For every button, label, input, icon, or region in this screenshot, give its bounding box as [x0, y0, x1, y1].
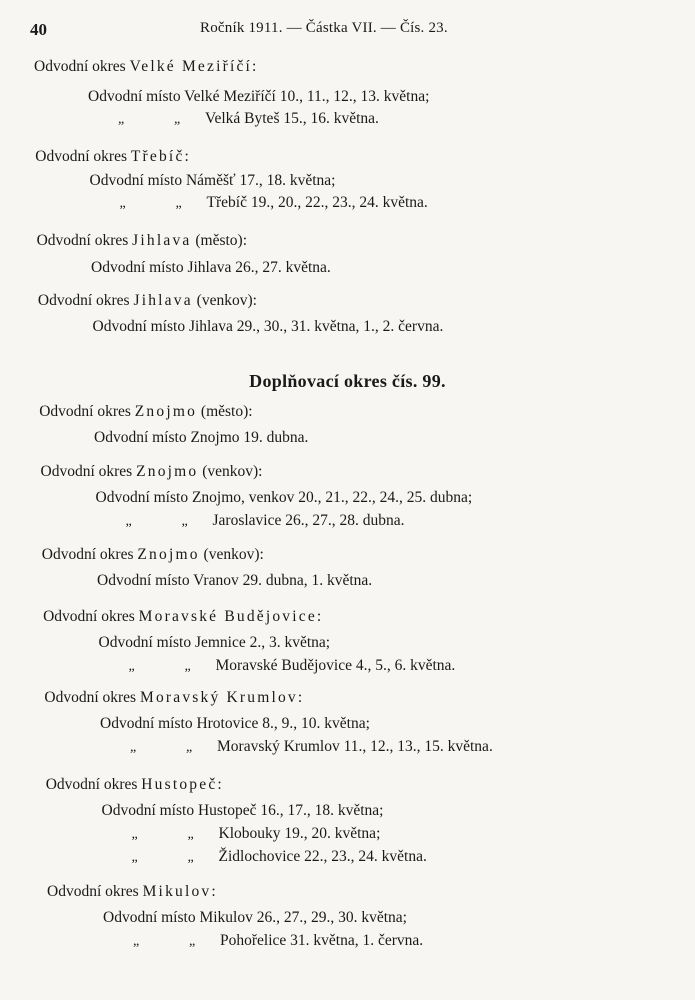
district-label: Odvodní okres	[44, 689, 140, 706]
place-label: Odvodní místo	[91, 259, 188, 276]
ditto-mark: „	[133, 934, 140, 949]
running-title: Ročník 1911. — Částka VII. — Čís. 23.	[200, 20, 448, 36]
district-name: Znojmo	[137, 546, 200, 563]
place-row	[205, 110, 379, 128]
page-header	[30, 18, 670, 42]
place-row	[217, 738, 493, 756]
place-dates: Jemnice 2., 3. května;	[194, 634, 331, 651]
place-dates: Mikulov 26., 27., 29., 30. května;	[199, 909, 407, 926]
place-dates: Pohořelice 31. května, 1. června.	[220, 932, 424, 949]
district-heading	[44, 689, 302, 707]
district-heading	[35, 148, 189, 166]
district-suffix: (venkov):	[199, 546, 264, 563]
district-name: Moravské Budějovice	[138, 608, 317, 625]
place-row	[100, 715, 370, 733]
district-label: Odvodní okres	[34, 58, 130, 75]
place-row	[91, 259, 331, 277]
ditto-mark: „	[125, 514, 132, 529]
district-name: Znojmo	[136, 463, 199, 480]
ditto-mark: „	[187, 827, 194, 842]
ditto-mark: „	[181, 514, 188, 529]
district-name: Jihlava	[133, 292, 193, 309]
place-dates: Klobouky 19., 20. května;	[218, 825, 381, 842]
place-label: Odvodní místo	[92, 318, 189, 335]
district-heading	[34, 58, 256, 76]
district-label: Odvodní okres	[43, 608, 139, 625]
place-label: Odvodní místo	[97, 572, 194, 589]
place-row	[219, 825, 381, 843]
district-heading	[41, 463, 263, 481]
district-suffix: (venkov):	[192, 292, 257, 309]
district-label: Odvodní okres	[45, 776, 142, 793]
ditto-mark: „	[175, 196, 182, 211]
district-suffix: :	[316, 608, 322, 625]
district-suffix: (město):	[191, 232, 248, 249]
place-dates: Znojmo, venkov 20., 21., 22., 24., 25. dubna;	[191, 489, 473, 506]
place-label: Odvodní místo	[101, 802, 198, 819]
place-row	[219, 848, 427, 866]
district-heading	[42, 546, 264, 564]
place-row	[207, 194, 428, 212]
district-name: Jihlava	[132, 232, 192, 249]
place-label: Odvodní místo	[94, 429, 191, 446]
place-row	[94, 429, 308, 447]
place-dates: Velká Byteš 15., 16. května.	[205, 110, 379, 127]
district-suffix: :	[217, 776, 222, 793]
district-suffix: :	[184, 148, 189, 165]
ditto-mark: „	[186, 740, 193, 755]
place-dates: Třebíč 19., 20., 22., 23., 24. května.	[206, 194, 428, 211]
district-name: Moravský Krumlov	[139, 689, 298, 706]
district-name: Znojmo	[134, 403, 198, 420]
district-heading	[43, 608, 321, 626]
district-heading	[37, 232, 247, 250]
place-row	[213, 512, 405, 530]
ditto-mark: „	[131, 850, 138, 865]
ditto-mark: „	[130, 740, 137, 755]
district-label: Odvodní okres	[39, 403, 135, 420]
district-label: Odvodní okres	[41, 546, 138, 563]
ditto-mark: „	[118, 112, 125, 127]
district-label: Odvodní okres	[47, 883, 143, 900]
district-name: Hustopeč	[141, 776, 218, 793]
place-row	[97, 572, 372, 590]
ditto-mark: „	[189, 934, 196, 949]
place-dates: Velké Meziříčí 10., 11., 12., 13. května;	[184, 88, 430, 105]
district-label: Odvodní okres	[37, 292, 134, 309]
ditto-mark: „	[128, 659, 135, 674]
district-suffix: :	[252, 58, 257, 75]
district-name: Třebíč	[130, 148, 185, 165]
place-dates: Hrotovice 8., 9., 10. května;	[196, 715, 370, 732]
place-label: Odvodní místo	[89, 172, 186, 189]
ditto-mark: „	[131, 827, 138, 842]
place-dates: Jihlava 26., 27. května.	[187, 259, 331, 276]
district-name: Mikulov	[142, 883, 212, 900]
district-label: Odvodní okres	[35, 148, 131, 165]
place-row	[220, 932, 423, 950]
district-heading	[46, 776, 222, 794]
place-row	[103, 909, 407, 927]
place-dates: Náměšť 17., 18. května;	[185, 172, 336, 189]
place-label: Odvodní místo	[98, 634, 195, 651]
place-dates: Moravský Krumlov 11., 12., 13., 15. května.	[217, 738, 493, 755]
district-heading	[38, 292, 257, 310]
place-label: Odvodní místo	[88, 88, 185, 105]
district-suffix: (město):	[197, 403, 253, 420]
district-label: Odvodní okres	[40, 463, 137, 480]
place-row	[99, 634, 331, 652]
ditto-mark: „	[119, 196, 126, 211]
place-row	[90, 172, 336, 190]
ditto-mark: „	[184, 659, 191, 674]
section-title: Doplňovací okres čís. 99.	[249, 371, 446, 391]
district-label: Odvodní okres	[36, 232, 133, 249]
place-row	[88, 88, 429, 106]
place-dates: Židlochovice 22., 23., 24. května.	[218, 848, 427, 865]
district-suffix: :	[211, 883, 216, 900]
ditto-mark: „	[174, 112, 181, 127]
district-name: Velké Meziříčí	[129, 58, 253, 75]
place-dates: Znojmo 19. dubna.	[190, 429, 309, 446]
district-heading	[47, 883, 216, 901]
place-row	[96, 489, 473, 507]
place-dates: Hustopeč 16., 17., 18. května;	[197, 802, 384, 819]
place-dates: Moravské Budějovice 4., 5., 6. května.	[215, 657, 456, 674]
place-dates: Jaroslavice 26., 27., 28. dubna.	[212, 512, 405, 529]
place-label: Odvodní místo	[95, 489, 192, 506]
district-heading	[39, 403, 252, 421]
district-suffix: :	[297, 689, 303, 706]
place-row	[93, 318, 444, 336]
place-row	[216, 657, 456, 675]
place-dates: Vranov 29. dubna, 1. května.	[193, 572, 373, 589]
district-suffix: (venkov):	[198, 463, 263, 480]
page-number: 40	[30, 20, 47, 39]
place-row	[102, 802, 384, 820]
place-label: Odvodní místo	[100, 715, 197, 732]
place-label: Odvodní místo	[103, 909, 200, 926]
place-dates: Jihlava 29., 30., 31. května, 1., 2. června.	[188, 318, 444, 335]
ditto-mark: „	[187, 850, 194, 865]
